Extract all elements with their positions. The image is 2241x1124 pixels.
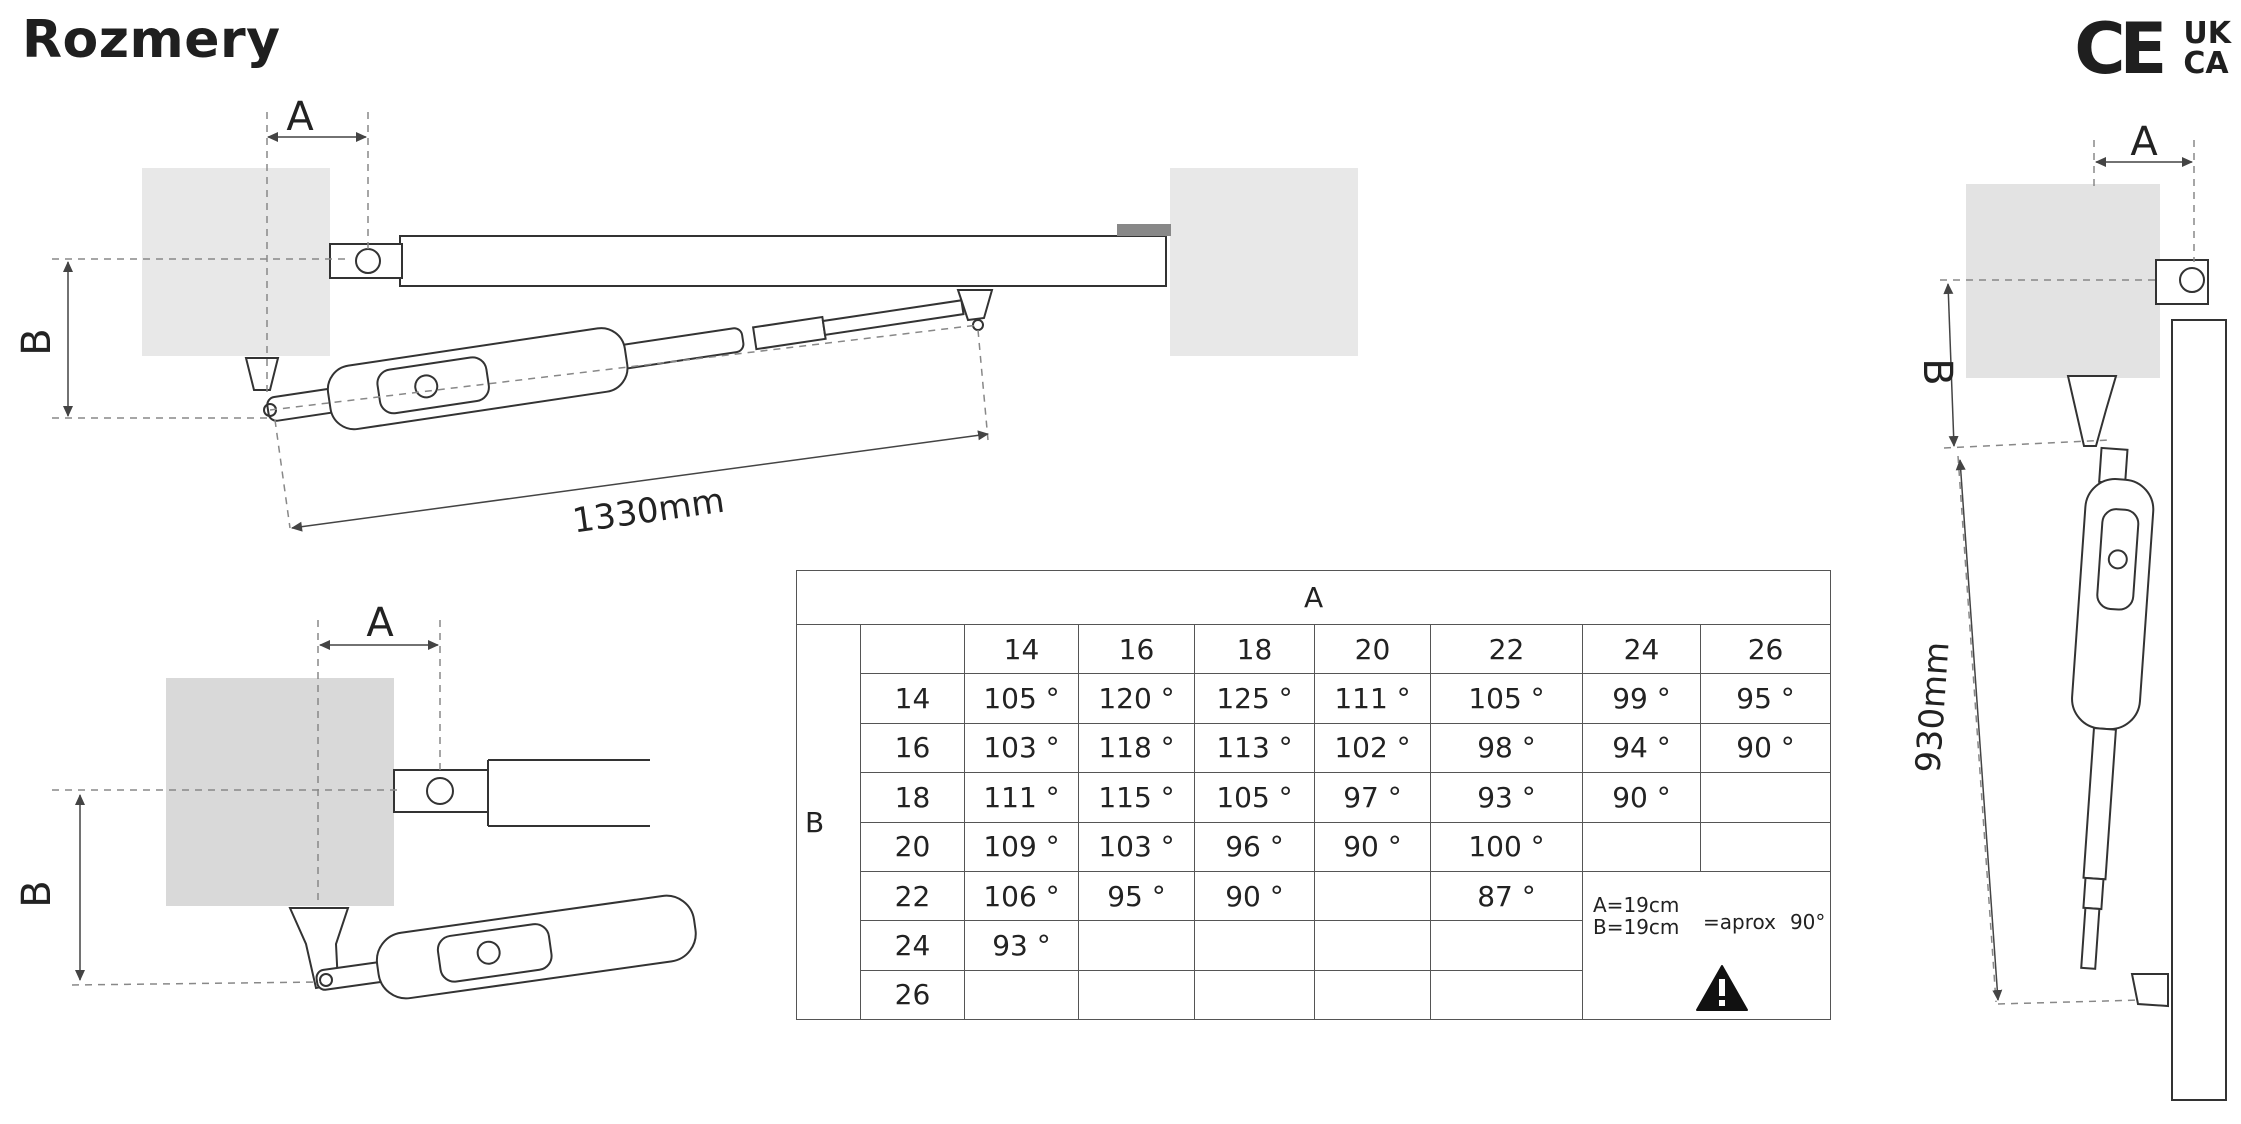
post-bracket [246,358,278,390]
gate-bracket [958,290,992,320]
detail-dim-a-label: A [366,600,394,646]
table-cell [1315,970,1431,1019]
detail-dim-b-label: B [14,880,60,908]
col-header: 16 [1079,625,1195,674]
col-header: 22 [1431,625,1583,674]
top-view-closed [14,94,1358,542]
dim-b-label: B [14,328,60,356]
table-cell: 120 ° [1079,674,1195,723]
row-header: 20 [861,822,965,871]
table-cell: 105 ° [1431,674,1583,723]
table-cell [1583,822,1701,871]
table-cell: 106 ° [965,871,1079,920]
ukca-bottom: CA [2183,46,2229,81]
table-cell: 103 ° [1079,822,1195,871]
table-cell: 93 ° [965,921,1079,970]
table-row [797,822,1831,871]
table-cell: 90 ° [1315,822,1431,871]
approx-deg: 90° [1789,909,1826,934]
dim-1330-label: 1330mm [570,480,727,542]
table-row [797,723,1831,772]
open-pillar [1966,184,2160,378]
table-cell [1431,921,1583,970]
table-cell: 113 ° [1195,723,1315,772]
row-header: 24 [861,921,965,970]
open-dim-b-label: B [1914,358,1960,386]
table-corner [861,625,965,674]
detail-pillar [166,678,394,906]
note-approx [1703,910,1825,934]
detail-hinge-bracket [394,770,488,812]
open-view [1909,119,2226,1100]
note-b: B=19cm [1593,914,1680,939]
note-a: A=19cm [1593,892,1680,917]
row-header: 26 [861,970,965,1019]
dim-a-label: A [286,94,314,140]
ukca-top: UK [2183,16,2231,51]
table-cell: 90 ° [1583,773,1701,822]
table-cell [1701,822,1831,871]
row-header: 22 [861,871,965,920]
table-cell: 125 ° [1195,674,1315,723]
detail-view [14,600,699,1011]
open-hinge-bracket [2156,260,2208,304]
open-actuator [2053,447,2157,970]
table-cell: 109 ° [965,822,1079,871]
open-gate-bracket [2132,974,2168,1006]
table-cell [1315,871,1431,920]
left-pillar [142,168,330,356]
table-cell: 95 ° [1079,871,1195,920]
table-header-a: A [797,571,1831,625]
table-cell: 87 ° [1431,871,1583,920]
table-cell [1315,921,1431,970]
table-cell: 95 ° [1701,674,1831,723]
row-header: 14 [861,674,965,723]
detail-actuator [312,892,699,1011]
table-cell: 100 ° [1431,822,1583,871]
table-cell: 97 ° [1315,773,1431,822]
table-cell [1079,921,1195,970]
table-cell: 90 ° [1701,723,1831,772]
table-cell: 90 ° [1195,871,1315,920]
table-cell: 94 ° [1583,723,1701,772]
table-row [797,871,1831,920]
note-box [1583,871,1831,1019]
table-cell: 103 ° [965,723,1079,772]
col-header: 20 [1315,625,1431,674]
open-post-bracket [2068,376,2116,446]
open-gate-leaf [2172,320,2226,1100]
table-cell: 99 ° [1583,674,1701,723]
table-cell: 105 ° [965,674,1079,723]
col-header: 14 [965,625,1079,674]
actuator [263,275,967,442]
stopper [1117,224,1171,236]
ce-mark: CE [2074,8,2162,90]
detail-gate [488,760,650,826]
table-row [797,773,1831,822]
angle-table [796,570,1831,1020]
table-cell: 98 ° [1431,723,1583,772]
gate-leaf [400,236,1166,286]
col-header: 26 [1701,625,1831,674]
table-cell: 105 ° [1195,773,1315,822]
table-cell: 96 ° [1195,822,1315,871]
note-values [1593,894,1679,938]
row-header: 16 [861,723,965,772]
table-cell [1195,921,1315,970]
table-cell: 111 ° [1315,674,1431,723]
table-cell: 93 ° [1431,773,1583,822]
table-cell [1195,970,1315,1019]
row-header: 18 [861,773,965,822]
table-cell: 118 ° [1079,723,1195,772]
table-cell [1079,970,1195,1019]
col-header: 24 [1583,625,1701,674]
note-content [1583,872,1830,1019]
table-cell [965,970,1079,1019]
table-cell [1701,773,1831,822]
right-pillar [1170,168,1358,356]
warning-icon [1695,964,1749,1012]
open-dim-a-label: A [2130,119,2158,165]
table-row [797,674,1831,723]
approx-text: =aprox [1703,909,1776,934]
table-cell: 115 ° [1079,773,1195,822]
table-cell: 111 ° [965,773,1079,822]
table-cell: 102 ° [1315,723,1431,772]
table-label-b: B [797,625,861,1020]
col-header: 18 [1195,625,1315,674]
page-title: Rozmery [22,10,281,70]
dim-930-label: 930mm [1908,640,1958,775]
table-cell [1431,970,1583,1019]
